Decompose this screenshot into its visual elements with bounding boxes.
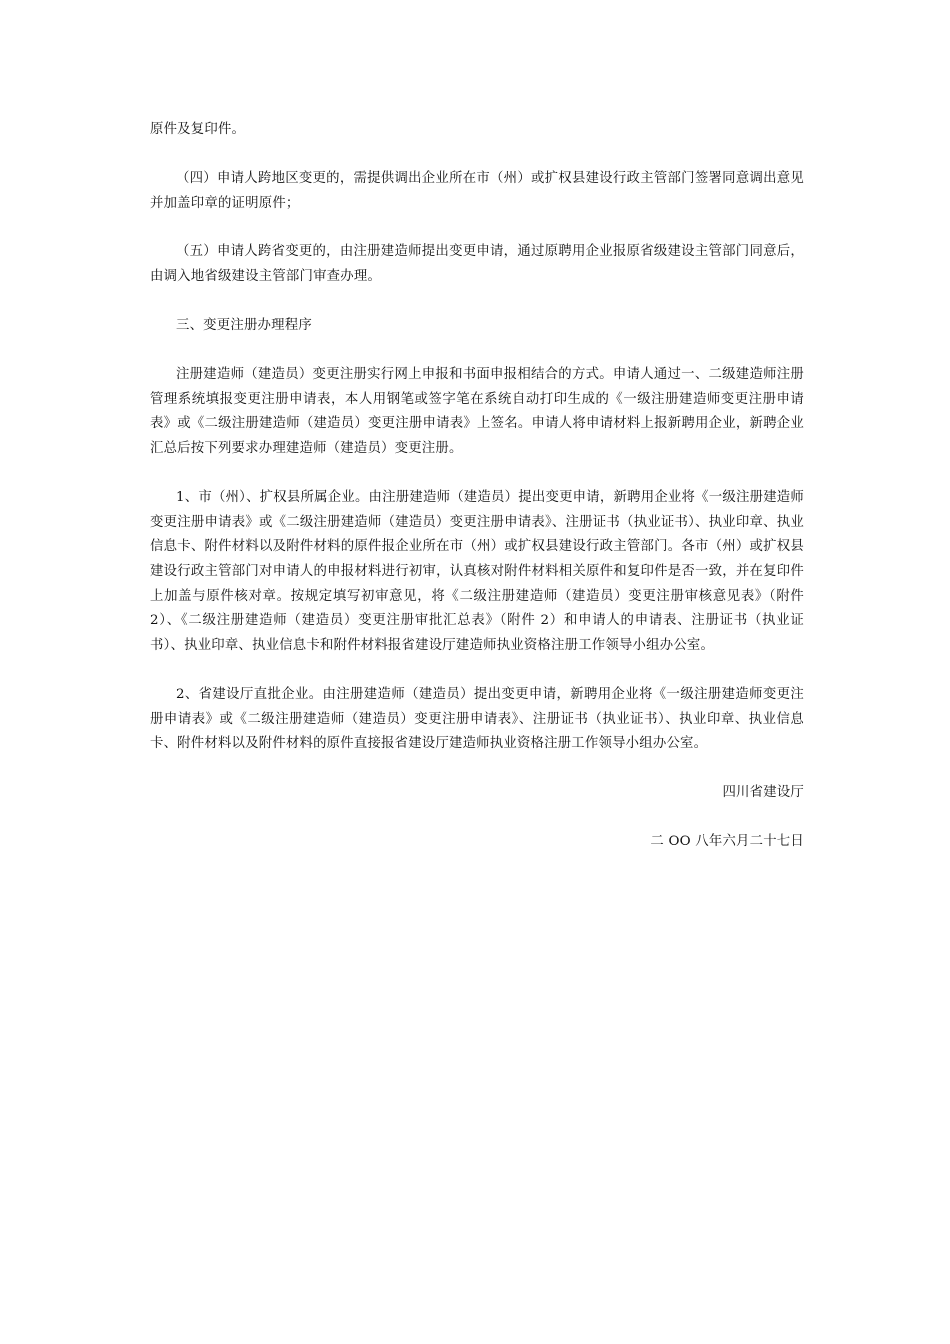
issuer-signature: 四川省建设厅 bbox=[722, 785, 804, 801]
section-heading: 三、变更注册办理程序 bbox=[176, 318, 312, 334]
document-body bbox=[150, 118, 804, 879]
paragraph-item-2: 2、省建设厅直批企业。由注册建造师（建造员）提出变更申请，新聘用企业将《一级注册建造师变更注册申请表》或《二级注册建造师（建造员）变更注册申请表》、注册证书（执业证书）、执业印章、执业信息卡、附件材料以及附件材料的原件直接报省建设厅建造师执业资格注册工作领导小组办公室。 bbox=[150, 687, 804, 752]
paragraph-cross-province-change: （五）申请人跨省变更的，由注册建造师提出变更申请，通过原聘用企业报原省级建设主管部门同意后，由调入地省级建设主管部门审查办理。 bbox=[150, 244, 804, 285]
paragraph-procedure-intro: 注册建造师（建造员）变更注册实行网上申报和书面申报相结合的方式。申请人通过一、二级建造师注册管理系统填报变更注册申请表，本人用钢笔或签字笔在系统自动打印生成的《一级注册建造师变更注册申请表》或《二级注册建造师（建造员）变更注册申请表》上签名。申请人将申请材料上报新聘用企业，新聘企业汇总后按下列要求办理建造师（建造员）变更注册。 bbox=[150, 366, 804, 457]
paragraph-continuation: 原件及复印件。 bbox=[150, 122, 246, 137]
paragraph-cross-region-change: （四）申请人跨地区变更的，需提供调出企业所在市（州）或扩权县建设行政主管部门签署同意调出意见并加盖印章的证明原件； bbox=[150, 170, 804, 211]
paragraph-item-1: 1、市（州）、扩权县所属企业。由注册建造师（建造员）提出变更申请，新聘用企业将《一级注册建造师变更注册申请表》或《二级注册建造师（建造员）变更注册申请表》、注册证书（执业证书）、执业印章、执业信息卡、附件材料以及附件材料的原件报企业所在市（州）或扩权县建设行政主管部门。各市（州）或扩权县建设行政主管部门对申请人的申报材料进行初审，认真核对附件材料相关原件和复印件是否一致，并在复印件上加盖与原件核对章。按规定填写初审意见，将《二级注册建造师（建造员）变更注册审核意见表》（附件 2）、《二级注册建造师（建造员）变更注册审批汇总表》（附件 2）和申请人的申请表、注册证书（执业证书）、执业印章、执业信息卡和附件材料报省建设厅建造师执业资格注册工作领导小组办公室。 bbox=[150, 489, 804, 654]
issue-date: 二 OO 八年六月二十七日 bbox=[650, 834, 804, 850]
